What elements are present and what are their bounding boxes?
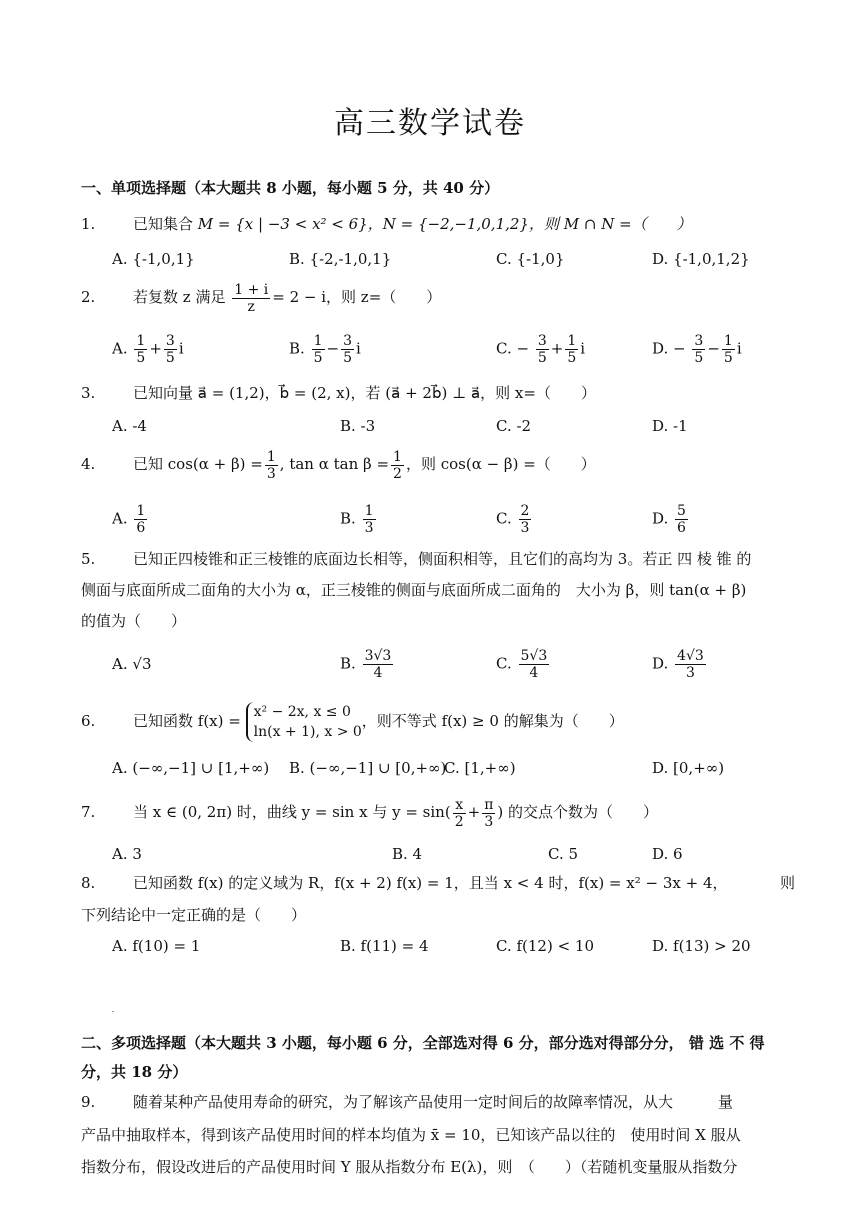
question-number: 4. xyxy=(81,455,96,473)
question-text: , tan α tan β = xyxy=(279,455,390,473)
option-a: A. √3 xyxy=(112,655,152,673)
question-5-line-3: 的值为（ ） xyxy=(81,612,187,630)
option-c: C. $\frac{2}{3}$ xyxy=(496,503,530,536)
question-text: 若复数 z 满足 xyxy=(133,288,226,306)
question-8-line-2: 下列结论中一定正确的是（ ） xyxy=(81,906,307,924)
option-b: B. $\frac{1}{3}$ xyxy=(340,503,374,536)
question-4 xyxy=(81,448,781,482)
question-9-line-3: 指数分布，假设改进后的产品使用时间 Y 服从指数分布 E(λ)，则 （ ）（若随机变量服从指数分 xyxy=(81,1158,738,1176)
option-d: D. 6 xyxy=(652,845,683,863)
question-number: 7. xyxy=(81,803,96,821)
option-c: C. {-1,0} xyxy=(496,250,565,268)
piecewise-function: x² − 2x, x ≤ 0 ln(x + 1), x > 0 xyxy=(246,702,362,742)
option-d: D. [0,+∞) xyxy=(652,759,725,777)
stray-mark xyxy=(112,1011,114,1012)
option-b: B. 4 xyxy=(392,845,423,863)
option-a: A. 3 xyxy=(112,845,142,863)
option-d: D. $\frac{5}{6}$ xyxy=(652,503,686,536)
fraction: $\frac{x}{2}$ xyxy=(454,796,464,830)
section-heading-multiple-choice-line-2: 分，共 18 分） xyxy=(81,1063,188,1081)
question-number: 6. xyxy=(81,712,96,730)
question-3 xyxy=(81,377,781,409)
option-a: A. (−∞,−1] ∪ [1,+∞) xyxy=(112,759,270,777)
option-b: B. (−∞,−1] ∪ [0,+∞) xyxy=(289,759,447,777)
question-text: ，则不等式 f(x) ≥ 0 的解集为（ ） xyxy=(361,712,624,730)
page-title: 高三数学试卷 xyxy=(334,106,526,141)
option-c: C. -2 xyxy=(496,417,532,435)
option-a: A. f(10) = 1 xyxy=(112,937,201,955)
option-d: D. f(13) > 20 xyxy=(652,937,751,955)
option-d: D. $\frac{4√3}{3}$ xyxy=(652,648,704,681)
option-a: A. $\frac{1}{6}$ xyxy=(112,503,146,536)
question-text: 已知集合 xyxy=(133,215,194,233)
option-d: D. {-1,0,1,2} xyxy=(652,250,750,268)
option-d: D. − $\frac{3}{5}$ − $\frac{1}{5}$ i xyxy=(652,333,742,366)
option-a: A. {-1,0,1} xyxy=(112,250,195,268)
fraction: $\frac{\pi}{3}$ xyxy=(484,796,494,830)
question-2 xyxy=(81,281,781,315)
question-text: ，则 cos(α − β) =（ ） xyxy=(405,455,596,473)
fraction: $\frac{1}{2}$ xyxy=(393,448,402,482)
question-1 xyxy=(81,208,781,240)
option-a: A. -4 xyxy=(112,417,147,435)
question-7: 7. 当 x ∈ (0, 2π) 时，曲线 y = sin x 与 y = sin( $\frac{x}{2}$ + $\frac{\pi}{3}$ ) 的交点个数为（ ） xyxy=(81,796,659,830)
question-5-line-2: 侧面与底面所成二面角的大小为 α，正三棱锥的侧面与底面所成二面角的 大小为 β，则 tan(α + β) xyxy=(81,581,747,599)
section-heading-single-choice: 一、单项选择题（本大题共 8 小题，每小题 5 分，共 40 分） xyxy=(81,179,500,197)
question-text: ) 的交点个数为（ ） xyxy=(497,803,659,821)
option-c: C. f(12) < 10 xyxy=(496,937,595,955)
question-number: 1. xyxy=(81,215,96,233)
question-9-line-2: 产品中抽取样本，得到该产品使用时间的样本均值为 x̄ = 10，已知该产品以往的 使用时间 X 服从 xyxy=(81,1126,741,1144)
question-number: 2. xyxy=(81,288,96,306)
question-text: 已知向量 a⃗ = (1,2)，b⃗ = (2, x)，若 (a⃗ + 2b⃗) ⊥ a⃗，则 x=（ ） xyxy=(133,384,596,402)
section-heading-multiple-choice: 二、多项选择题（本大题共 3 小题，每小题 6 分，全部选对得 6 分，部分选对得部分分， 错 选 不 得 xyxy=(81,1034,765,1052)
question-text: 已知函数 f(x) = xyxy=(133,712,241,730)
question-6 xyxy=(81,702,781,742)
fraction: $\frac{1 + i}{z}$ xyxy=(234,281,269,315)
option-b: B. $\frac{1}{5}$ − $\frac{3}{5}$ i xyxy=(289,333,361,366)
question-5: 5. 已知正四棱锥和正三棱锥的底面边长相等，侧面积相等，且它们的高均为 3。若正 四 棱 锥 的 xyxy=(81,550,752,568)
option-b: B. f(11) = 4 xyxy=(340,937,429,955)
question-math: M = {x | −3 < x² < 6}，N = {−2,−1,0,1,2}，则 M ∩ N =（ ） xyxy=(197,215,692,233)
question-number: 3. xyxy=(81,384,96,402)
question-9: 9. 随着某种产品使用寿命的研究，为了解该产品使用一定时间后的故障率情况，从大 量 xyxy=(81,1093,734,1111)
option-b: B. $\frac{3√3}{4}$ xyxy=(340,648,392,681)
option-c: C. [1,+∞) xyxy=(444,759,516,777)
option-c: C. $\frac{5√3}{4}$ xyxy=(496,648,548,681)
question-text: 已知 cos(α + β) = xyxy=(133,455,263,473)
question-text: = 2 − i，则 z=（ ） xyxy=(272,288,442,306)
option-c: C. − $\frac{3}{5}$ + $\frac{1}{5}$ i xyxy=(496,333,586,366)
option-c: C. 5 xyxy=(548,845,579,863)
fraction: $\frac{1}{3}$ xyxy=(266,448,276,482)
option-b: B. -3 xyxy=(340,417,376,435)
option-b: B. {-2,-1,0,1} xyxy=(289,250,392,268)
option-a: A. $\frac{1}{5}$ + $\frac{3}{5}$ i xyxy=(112,333,184,366)
question-8: 8. 已知函数 f(x) 的定义域为 R，f(x + 2) f(x) = 1，且当 x < 4 时，f(x) = x² − 3x + 4， 则 xyxy=(81,874,796,892)
option-d: D. -1 xyxy=(652,417,688,435)
question-text: 当 x ∈ (0, 2π) 时，曲线 y = sin x 与 y = sin( xyxy=(133,803,451,821)
